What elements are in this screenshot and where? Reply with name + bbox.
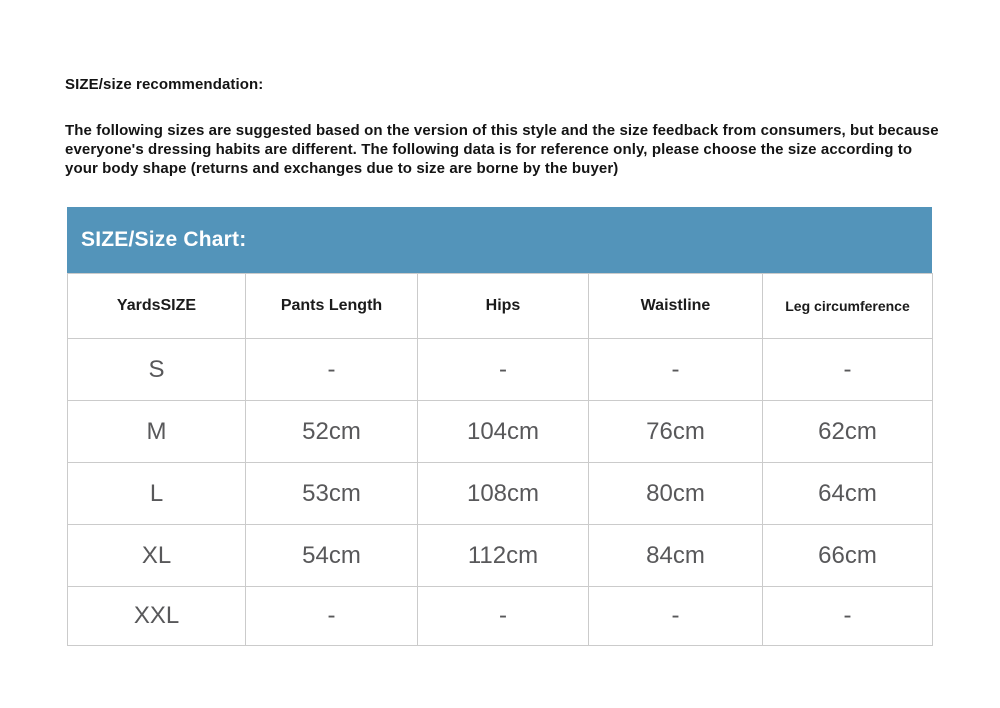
size-chart-section xyxy=(67,207,932,646)
measurement-cell: 54cm xyxy=(246,525,418,587)
size-chart-title: SIZE/Size Chart: xyxy=(81,228,247,251)
size-cell: S xyxy=(68,339,246,401)
table-row-xxl xyxy=(68,587,933,646)
measurement-cell: - xyxy=(589,339,763,401)
table-row-m xyxy=(68,401,933,463)
measurement-cell: - xyxy=(763,587,933,646)
measurement-cell: - xyxy=(418,339,589,401)
table-row-s xyxy=(68,339,933,401)
size-cell: XL xyxy=(68,525,246,587)
size-disclaimer-text: The following sizes are suggested based on the version of this style and the size feedback from consumers, but because everyone's dressing habits are different. The following data is for reference only, please choose the size according to your body shape (returns and exchanges due to size are borne by the buyer) xyxy=(65,122,939,177)
size-chart-table xyxy=(67,273,933,646)
measurement-cell: 62cm xyxy=(763,401,933,463)
column-header-size: YardsSIZE xyxy=(68,274,246,339)
table-row-xl xyxy=(68,525,933,587)
measurement-cell: 52cm xyxy=(246,401,418,463)
measurement-cell: 64cm xyxy=(763,463,933,525)
size-chart-header xyxy=(67,207,932,273)
measurement-cell: - xyxy=(418,587,589,646)
column-header-hips: Hips xyxy=(418,274,589,339)
measurement-cell: 76cm xyxy=(589,401,763,463)
measurement-cell: 53cm xyxy=(246,463,418,525)
measurement-cell: - xyxy=(246,587,418,646)
measurement-cell: 104cm xyxy=(418,401,589,463)
size-cell: M xyxy=(68,401,246,463)
size-cell: XXL xyxy=(68,587,246,646)
section-title: SIZE/size recommendation: xyxy=(65,76,264,93)
measurement-cell: 108cm xyxy=(418,463,589,525)
size-cell: L xyxy=(68,463,246,525)
column-header-leg-circumference: Leg circumference xyxy=(763,274,933,339)
measurement-cell: 112cm xyxy=(418,525,589,587)
measurement-cell: 66cm xyxy=(763,525,933,587)
column-header-pants-length: Pants Length xyxy=(246,274,418,339)
measurement-cell: 84cm xyxy=(589,525,763,587)
column-header-waistline: Waistline xyxy=(589,274,763,339)
table-row-l xyxy=(68,463,933,525)
measurement-cell: - xyxy=(589,587,763,646)
measurement-cell: 80cm xyxy=(589,463,763,525)
measurement-cell: - xyxy=(763,339,933,401)
table-header-row xyxy=(68,274,933,339)
measurement-cell: - xyxy=(246,339,418,401)
